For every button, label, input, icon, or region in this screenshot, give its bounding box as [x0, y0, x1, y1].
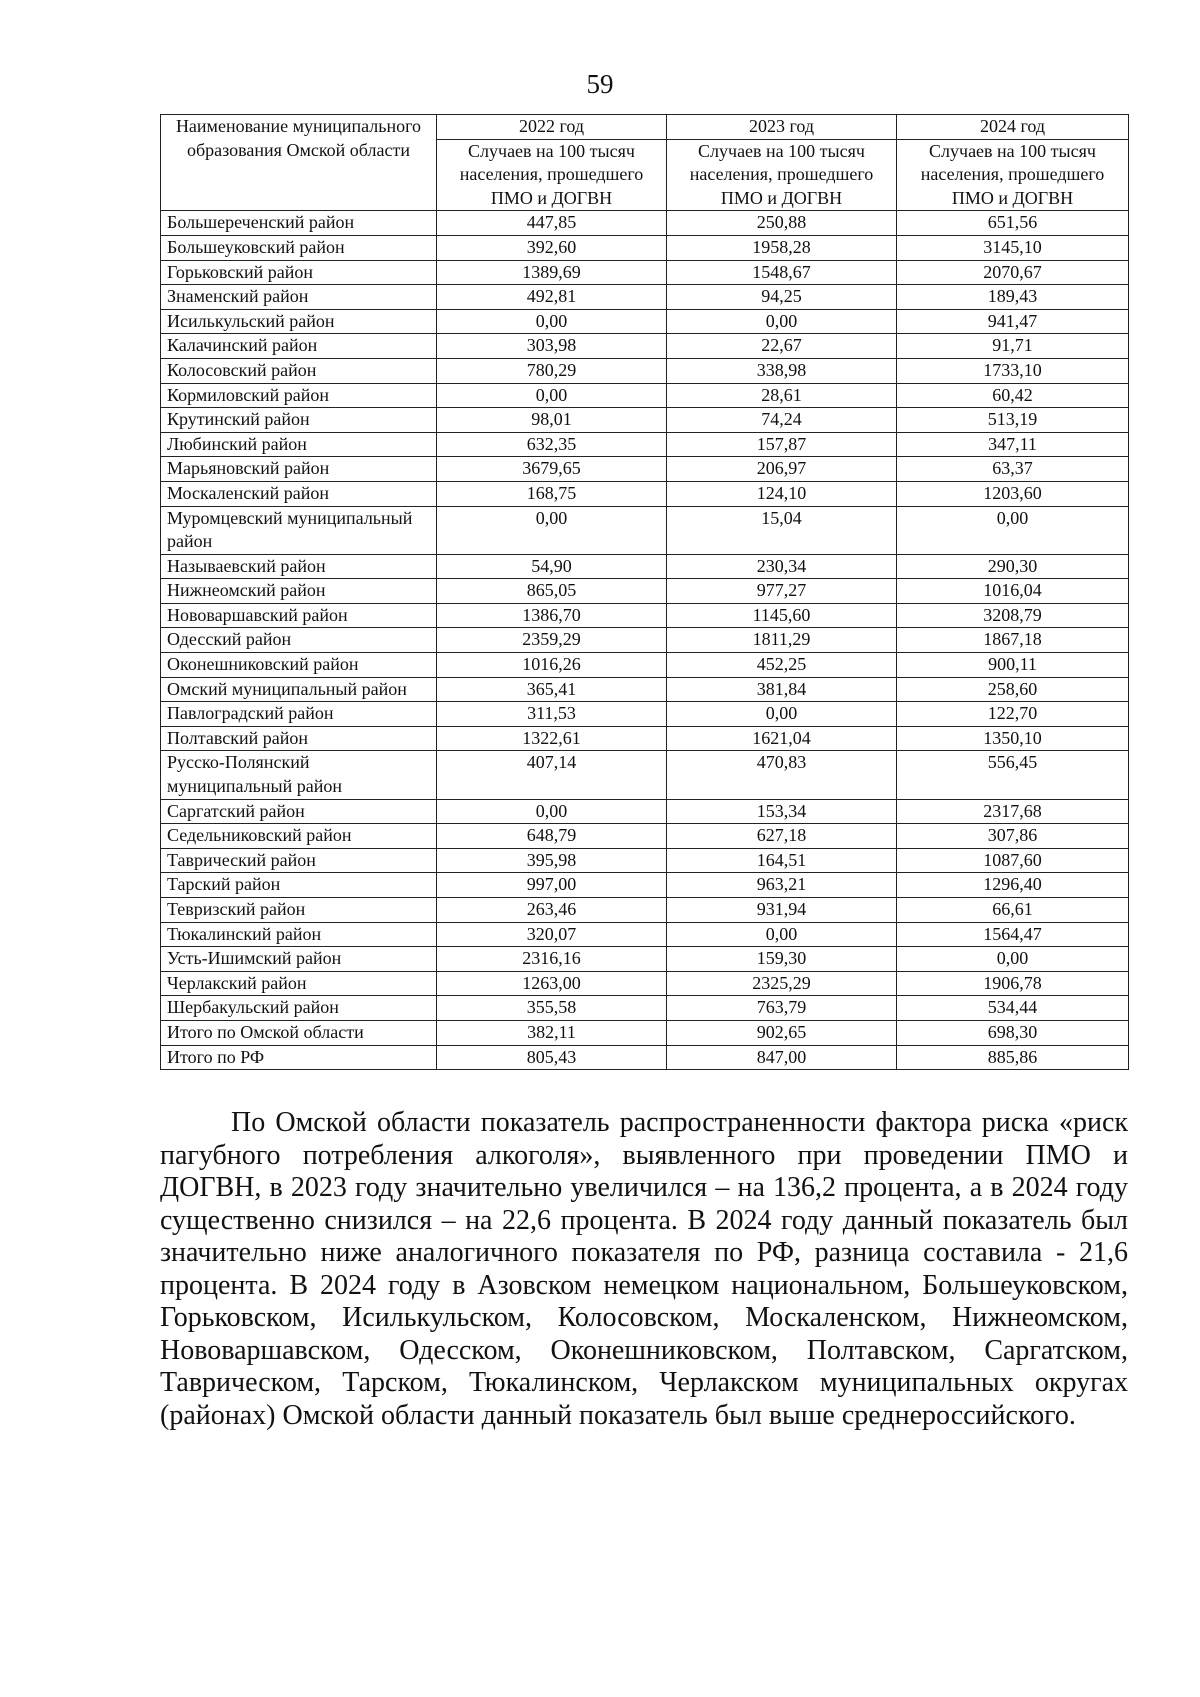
municipality-cell: Усть-Ишимский район	[161, 947, 437, 972]
municipality-cell: Исилькульский район	[161, 309, 437, 334]
value-2022-cell: 1386,70	[437, 603, 667, 628]
value-2023-cell: 28,61	[667, 383, 897, 408]
value-2023-cell: 157,87	[667, 432, 897, 457]
municipality-cell: Оконешниковский район	[161, 653, 437, 678]
value-2023-cell: 963,21	[667, 873, 897, 898]
municipality-cell: Шербакульский район	[161, 996, 437, 1021]
value-2022-cell: 311,53	[437, 702, 667, 727]
municipality-cell: Любинский район	[161, 432, 437, 457]
value-2024-cell: 2317,68	[897, 799, 1129, 824]
value-2023-cell: 230,34	[667, 554, 897, 579]
value-2024-cell: 900,11	[897, 653, 1129, 678]
table-row	[161, 873, 1129, 898]
value-2024-cell: 1906,78	[897, 971, 1129, 996]
table-row	[161, 408, 1129, 433]
table-row	[161, 554, 1129, 579]
table-row	[161, 432, 1129, 457]
value-2023-cell: 74,24	[667, 408, 897, 433]
value-2022-cell: 2316,16	[437, 947, 667, 972]
value-2023-cell: 2325,29	[667, 971, 897, 996]
value-2024-cell: 3145,10	[897, 235, 1129, 260]
value-2023-cell: 159,30	[667, 947, 897, 972]
value-2022-cell: 2359,29	[437, 628, 667, 653]
value-2022-cell: 0,00	[437, 799, 667, 824]
municipality-cell: Тюкалинский район	[161, 922, 437, 947]
municipality-cell: Омский муниципальный район	[161, 677, 437, 702]
value-2022-cell: 0,00	[437, 309, 667, 334]
municipality-cell: Итого по РФ	[161, 1045, 437, 1070]
rate-subheader-2023: Случаев на 100 тысяч населения, прошедшего ПМО и ДОГВН	[667, 139, 897, 211]
municipality-cell: Таврический район	[161, 848, 437, 873]
table-row	[161, 334, 1129, 359]
value-2024-cell: 3208,79	[897, 603, 1129, 628]
value-2023-cell: 1621,04	[667, 726, 897, 751]
table-row	[161, 677, 1129, 702]
table-body	[161, 211, 1129, 1070]
table-row	[161, 726, 1129, 751]
value-2024-cell: 651,56	[897, 211, 1129, 236]
value-2022-cell: 492,81	[437, 285, 667, 310]
table-row	[161, 751, 1129, 799]
table-row	[161, 947, 1129, 972]
value-2024-cell: 290,30	[897, 554, 1129, 579]
value-2024-cell: 534,44	[897, 996, 1129, 1021]
table-row	[161, 702, 1129, 727]
value-2023-cell: 0,00	[667, 922, 897, 947]
value-2022-cell: 382,11	[437, 1020, 667, 1045]
table-row	[161, 579, 1129, 604]
year-header-2023: 2023 год	[667, 115, 897, 140]
table-row	[161, 1020, 1129, 1045]
municipality-cell: Горьковский район	[161, 260, 437, 285]
value-2023-cell: 977,27	[667, 579, 897, 604]
municipality-cell: Кормиловский район	[161, 383, 437, 408]
municipality-cell: Русско-Полянский муниципальный район	[161, 751, 437, 799]
value-2023-cell: 627,18	[667, 824, 897, 849]
value-2024-cell: 347,11	[897, 432, 1129, 457]
municipality-cell: Большереченский район	[161, 211, 437, 236]
municipality-cell: Одесский район	[161, 628, 437, 653]
municipality-cell: Седельниковский район	[161, 824, 437, 849]
value-2023-cell: 1958,28	[667, 235, 897, 260]
municipality-cell: Полтавский район	[161, 726, 437, 751]
value-2022-cell: 3679,65	[437, 457, 667, 482]
value-2024-cell: 1087,60	[897, 848, 1129, 873]
value-2022-cell: 1389,69	[437, 260, 667, 285]
value-2022-cell: 320,07	[437, 922, 667, 947]
value-2024-cell: 1203,60	[897, 481, 1129, 506]
value-2023-cell: 1811,29	[667, 628, 897, 653]
value-2023-cell: 124,10	[667, 481, 897, 506]
value-2024-cell: 307,86	[897, 824, 1129, 849]
value-2023-cell: 931,94	[667, 898, 897, 923]
rate-subheader-2024: Случаев на 100 тысяч населения, прошедшего ПМО и ДОГВН	[897, 139, 1129, 211]
value-2024-cell: 2070,67	[897, 260, 1129, 285]
value-2023-cell: 0,00	[667, 309, 897, 334]
value-2023-cell: 15,04	[667, 506, 897, 554]
value-2023-cell: 381,84	[667, 677, 897, 702]
value-2022-cell: 1263,00	[437, 971, 667, 996]
table-row	[161, 898, 1129, 923]
value-2022-cell: 805,43	[437, 1045, 667, 1070]
value-2024-cell: 556,45	[897, 751, 1129, 799]
table-row	[161, 481, 1129, 506]
municipality-cell: Черлакский район	[161, 971, 437, 996]
value-2023-cell: 250,88	[667, 211, 897, 236]
table-row	[161, 285, 1129, 310]
municipality-cell: Саргатский район	[161, 799, 437, 824]
value-2024-cell: 885,86	[897, 1045, 1129, 1070]
value-2023-cell: 470,83	[667, 751, 897, 799]
value-2024-cell: 189,43	[897, 285, 1129, 310]
value-2024-cell: 1867,18	[897, 628, 1129, 653]
value-2024-cell: 1350,10	[897, 726, 1129, 751]
table-row	[161, 211, 1129, 236]
value-2024-cell: 1733,10	[897, 358, 1129, 383]
table-row	[161, 848, 1129, 873]
value-2024-cell: 698,30	[897, 1020, 1129, 1045]
municipality-cell: Павлоградский район	[161, 702, 437, 727]
table-row	[161, 799, 1129, 824]
table-row	[161, 824, 1129, 849]
value-2024-cell: 258,60	[897, 677, 1129, 702]
table-row	[161, 260, 1129, 285]
value-2022-cell: 395,98	[437, 848, 667, 873]
value-2022-cell: 865,05	[437, 579, 667, 604]
table-header-row	[161, 115, 1129, 140]
value-2024-cell: 513,19	[897, 408, 1129, 433]
value-2023-cell: 22,67	[667, 334, 897, 359]
value-2022-cell: 392,60	[437, 235, 667, 260]
table-row	[161, 309, 1129, 334]
municipality-cell: Муромцевский муниципальный район	[161, 506, 437, 554]
value-2022-cell: 54,90	[437, 554, 667, 579]
municipality-cell: Калачинский район	[161, 334, 437, 359]
value-2023-cell: 206,97	[667, 457, 897, 482]
value-2023-cell: 0,00	[667, 702, 897, 727]
value-2023-cell: 1548,67	[667, 260, 897, 285]
municipality-cell: Итого по Омской области	[161, 1020, 437, 1045]
body-paragraph: По Омской области показатель распространенности фактора риска «риск пагубного потребления алкоголя», выявленного при проведении ПМО и ДОГВН, в 2023 году значительно увеличился – на 136,2 процента, а в 2024 году существенно снизился – на 22,6 процента. В 2024 году данный показатель был значительно ниже аналогичного показателя по РФ, разница составила - 21,6 процента. В 2024 году в Азовском немецком национальном, Большеуковском, Горьковском, Исилькульском, Колосовском, Москаленском, Нижнеомском, Нововаршавском, Одесском, Оконешниковском, Полтавском, Саргатском, Таврическом, Тарском, Тюкалинском, Черлакском муниципальных округах (районах) Омской области данный показатель был выше среднероссийского.	[160, 1107, 1128, 1431]
table-row	[161, 358, 1129, 383]
value-2024-cell: 1296,40	[897, 873, 1129, 898]
municipality-cell: Большеуковский район	[161, 235, 437, 260]
value-2024-cell: 0,00	[897, 947, 1129, 972]
table-row	[161, 922, 1129, 947]
table-row	[161, 506, 1129, 554]
value-2024-cell: 122,70	[897, 702, 1129, 727]
value-2023-cell: 902,65	[667, 1020, 897, 1045]
value-2023-cell: 847,00	[667, 1045, 897, 1070]
municipality-cell: Колосовский район	[161, 358, 437, 383]
value-2022-cell: 1322,61	[437, 726, 667, 751]
value-2024-cell: 0,00	[897, 506, 1129, 554]
value-2022-cell: 997,00	[437, 873, 667, 898]
municipality-cell: Марьяновский район	[161, 457, 437, 482]
municipality-cell: Москаленский район	[161, 481, 437, 506]
value-2022-cell: 632,35	[437, 432, 667, 457]
municipality-cell: Тарский район	[161, 873, 437, 898]
table-row	[161, 628, 1129, 653]
value-2024-cell: 941,47	[897, 309, 1129, 334]
table-row	[161, 1045, 1129, 1070]
page-number: 59	[586, 69, 614, 99]
value-2022-cell: 0,00	[437, 506, 667, 554]
value-2023-cell: 763,79	[667, 996, 897, 1021]
value-2022-cell: 355,58	[437, 996, 667, 1021]
value-2022-cell: 263,46	[437, 898, 667, 923]
value-2024-cell: 63,37	[897, 457, 1129, 482]
value-2022-cell: 0,00	[437, 383, 667, 408]
table-row	[161, 235, 1129, 260]
value-2022-cell: 1016,26	[437, 653, 667, 678]
value-2022-cell: 780,29	[437, 358, 667, 383]
table-row	[161, 971, 1129, 996]
rate-subheader-2022: Случаев на 100 тысяч населения, прошедшего ПМО и ДОГВН	[437, 139, 667, 211]
municipality-cell: Нововаршавский район	[161, 603, 437, 628]
value-2022-cell: 168,75	[437, 481, 667, 506]
incidence-table	[160, 114, 1129, 1070]
value-2022-cell: 407,14	[437, 751, 667, 799]
value-2023-cell: 1145,60	[667, 603, 897, 628]
table-row	[161, 383, 1129, 408]
year-header-2024: 2024 год	[897, 115, 1129, 140]
table-row	[161, 653, 1129, 678]
value-2022-cell: 365,41	[437, 677, 667, 702]
value-2022-cell: 648,79	[437, 824, 667, 849]
municipality-cell: Называевский район	[161, 554, 437, 579]
municipality-cell: Нижнеомский район	[161, 579, 437, 604]
value-2024-cell: 1564,47	[897, 922, 1129, 947]
value-2024-cell: 60,42	[897, 383, 1129, 408]
value-2022-cell: 303,98	[437, 334, 667, 359]
municipality-header: Наименование муниципального образования Омской области	[161, 115, 437, 211]
value-2023-cell: 452,25	[667, 653, 897, 678]
table-row	[161, 457, 1129, 482]
municipality-cell: Тевризский район	[161, 898, 437, 923]
value-2023-cell: 94,25	[667, 285, 897, 310]
value-2024-cell: 1016,04	[897, 579, 1129, 604]
value-2024-cell: 91,71	[897, 334, 1129, 359]
value-2023-cell: 338,98	[667, 358, 897, 383]
table-row	[161, 603, 1129, 628]
value-2024-cell: 66,61	[897, 898, 1129, 923]
value-2022-cell: 447,85	[437, 211, 667, 236]
value-2023-cell: 164,51	[667, 848, 897, 873]
municipality-cell: Крутинский район	[161, 408, 437, 433]
year-header-2022: 2022 год	[437, 115, 667, 140]
value-2023-cell: 153,34	[667, 799, 897, 824]
table-row	[161, 996, 1129, 1021]
municipality-cell: Знаменский район	[161, 285, 437, 310]
value-2022-cell: 98,01	[437, 408, 667, 433]
